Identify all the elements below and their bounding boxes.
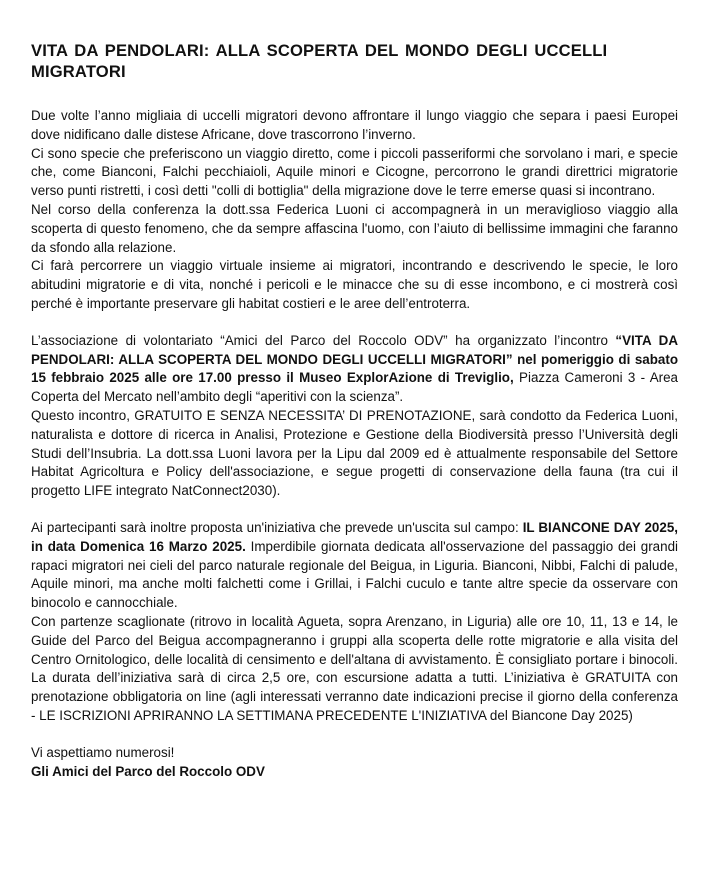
signature xyxy=(31,763,678,782)
document-body xyxy=(31,107,678,781)
event-location-text: Piazza Cameroni 3 - Area Coperta del Mercato nell’ambito degli “aperitivi con la scienza”. xyxy=(31,370,679,405)
intro-paragraph-2: Ci sono specie che preferiscono un viaggio diretto, come i piccoli passeriformi che sorvolano i mari, e specie che, come Bianconi, Falchi pecchiaioli, Aquile minori e Cicogne, percorrono le grandi direttrici migratorie verso punti ristretti, i così detti "colli di bottiglia" della migrazione dove le terre emerse quasi si incontrano. xyxy=(31,145,678,199)
intro-paragraph-3: Nel corso della conferenza la dott.ssa Federica Luoni ci accompagnerà in un meraviglioso viaggio alla scoperta di questo fenomeno, che da sempre affascina l'uomo, con l’aiuto di bellissime immagini che faranno da sfondo alla relazione. xyxy=(31,201,678,255)
initiative-paragraph xyxy=(31,519,678,613)
page-title: VITA DA PENDOLARI: ALLA SCOPERTA DEL MONDO DEGLI UCCELLI MIGRATORI xyxy=(31,41,608,81)
event-details-paragraph: Questo incontro, GRATUITO E SENZA NECESSITA’ DI PRENOTAZIONE, sarà condotto da Federica Luoni, naturalista e dottore di ricerca in Analisi, Protezione e Gestione della Biodiversità presso l’Università degli Studi dell’Insubria. La dott.ssa Luoni lavora per la Lipu dal 2009 ed è attualmente responsabile del Settore Habitat Agricoltura e Policy dell'associazione, e segue progetti di conservazione della fauna (tra cui il progetto LIFE integrato NatConnect2030). xyxy=(31,407,678,499)
intro-paragraph-4: Ci farà percorrere un viaggio virtuale insieme ai migratori, incontrando e descrivendo le specie, le loro abitudini migratorie e di vita, nonché i pericoli e le minacce che su di esse incombono, e ci mostrerà così perché è importante preservare gli habitat costieri e le aree dell’entroterra. xyxy=(31,258,678,311)
signature-text: Gli Amici del Parco del Roccolo ODV xyxy=(31,763,265,779)
event-paragraph xyxy=(31,332,678,407)
initiative-description-text: Imperdibile giornata dedicata all'osservazione del passaggio dei grandi rapaci migratori nei cieli del parco naturale regionale del Beigua, in Liguria. Bianconi, Nibbi, Falchi di palude, Aquile minori, ma anche molti falchetti come i Grillai, i Falchi cuculo e tante altre specie da osservare con binocolo e cannocchiale. xyxy=(31,538,679,611)
intro-paragraph-1: Due volte l’anno migliaia di uccelli migratori devono affrontare il lungo viaggio che separa i paesi Europei dove nidificano dalle distese Africane, dove trascorrono l’inverno. xyxy=(31,108,678,142)
paragraph-spacer xyxy=(31,501,678,519)
event-highlight-text: “VITA DA PENDOLARI: ALLA SCOPERTA DEL MONDO DEGLI UCCELLI MIGRATORI” nel pomeriggio di sabato 15 febbraio 2025 alle ore 17.00 presso il Museo ExplorAzione di Treviglio, xyxy=(31,332,678,386)
closing-line: Vi aspettiamo numerosi! xyxy=(31,744,175,760)
initiative-lead-text: Ai partecipanti sarà inoltre proposta un'iniziativa che prevede un'uscita sul campo: xyxy=(31,519,523,535)
event-lead-text: L’associazione di volontariato “Amici del Parco del Roccolo ODV” ha organizzato l’incontro xyxy=(31,332,616,348)
initiative-details-paragraph: Con partenze scaglionate (ritrovo in località Agueta, sopra Arenzano, in Liguria) alle ore 10, 11, 13 e 14, le Guide del Parco del Beigua accompagneranno i gruppi alla scoperta delle rotte migratorie e alla visita del Centro Ornitologico, delle località di censimento e dell'altana di avvistamento. È consigliato portare i binocoli. La durata dell’iniziativa sarà di circa 2,5 ore, con escursione adatta a tutti. L’iniziativa è GRATUITA con prenotazione obbligatoria on line (agli interessati verranno date indicazioni precise il giorno della conferenza - LE ISCRIZIONI APRIRANNO LA SETTIMANA PRECEDENTE L'INIZIATIVA del Biancone Day 2025) xyxy=(31,613,678,723)
initiative-highlight-text: IL BIANCONE DAY 2025, in data Domenica 16 Marzo 2025. xyxy=(31,519,678,554)
paragraph-spacer xyxy=(31,314,678,332)
paragraph-spacer xyxy=(31,726,678,744)
